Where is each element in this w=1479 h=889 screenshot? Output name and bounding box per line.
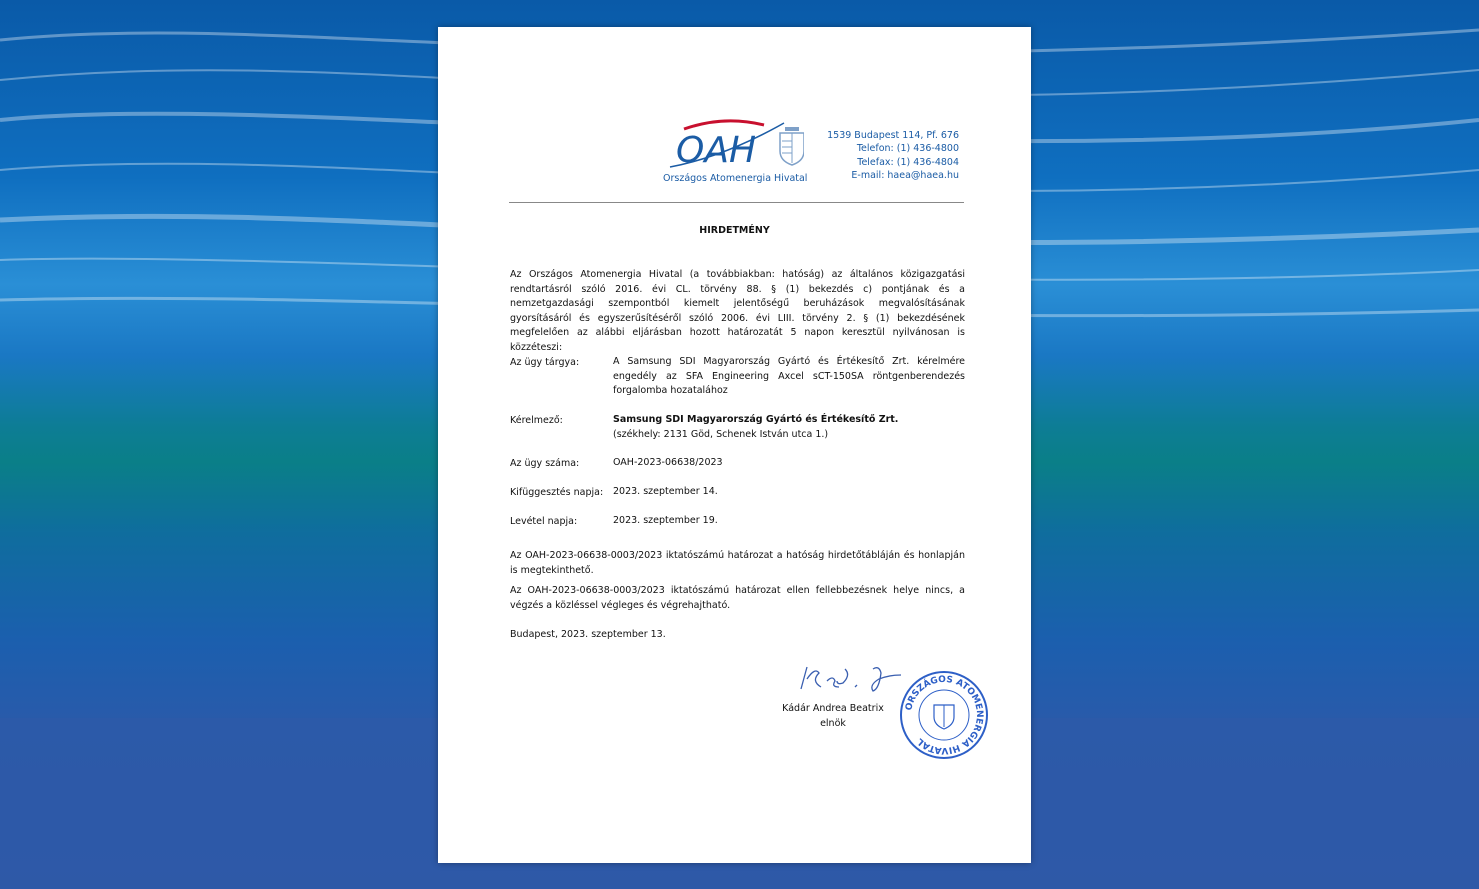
subject-label: Az ügy tárgya: [510, 357, 580, 368]
oah-logo-icon [664, 117, 804, 177]
applicant-label: Kérelmező: [510, 415, 563, 426]
org-name: Országos Atomenergia Hivatal [663, 173, 808, 184]
phone-line: Telefon: (1) 436-4800 [856, 143, 959, 155]
contact-block [827, 129, 959, 183]
subject-value: A Samsung SDI Magyarország Gyártó és Értékesítő Zrt. kérelmére engedély az SFA Engineering Axcel sCT-150SA röntgenberendezés forgalomba hozatalához [613, 356, 965, 397]
official-stamp-icon [898, 669, 990, 761]
address-line: 1539 Budapest 114, Pf. 676 [827, 130, 959, 141]
document-page [438, 27, 1031, 863]
intro-paragraph: Az Országos Atomenergia Hivatal (a továbbiakban: hatóság) az általános közigazgatási rendtartásról szóló 2016. évi CL. törvény 88. § (1) bekezdés c) pontjának és a nemzetgazdasági szempontból kiemelt jelentőségű beruházások megvalósításának gyorsításáról és egyszerűsítéséről szóló 2006. évi LIII. törvény 2. § (1) bekezdésének megfelelően az alábbi eljárásban hozott határozatát 5 napon keresztül nyilvánosan is közzéteszi: [510, 269, 965, 353]
signer-block [758, 701, 908, 731]
case-number-value: OAH-2023-06638/2023 [613, 457, 723, 468]
header-divider [509, 202, 964, 203]
signer-title: elnök [820, 718, 846, 729]
case-number-label: Az ügy száma: [510, 458, 580, 469]
signature-icon [793, 659, 903, 699]
logo-text: OAH [676, 130, 757, 171]
coat-of-arms-icon [780, 127, 804, 165]
applicant-name: Samsung SDI Magyarország Gyártó és Értékesítő Zrt. [613, 414, 899, 425]
stamp-text: ORSZÁGOS ATOMENERGIA HIVATAL [904, 674, 985, 756]
removal-date-label: Levétel napja: [510, 516, 578, 527]
appeal-paragraph: Az OAH-2023-06638-0003/2023 iktatószámú határozat ellen fellebbezésnek helye nincs, a végzés a közléssel végleges és végrehajtható. [510, 585, 965, 611]
signer-name: Kádár Andrea Beatrix [782, 703, 884, 714]
applicant-seat: (székhely: 2131 Göd, Schenek István utca 1.) [613, 429, 829, 440]
decision-paragraph: Az OAH-2023-06638-0003/2023 iktatószámú határozat a hatóság hirdetőtábláján és honlapján is megtekinthető. [510, 550, 965, 576]
posting-date-value: 2023. szeptember 14. [613, 486, 718, 497]
removal-date-value: 2023. szeptember 19. [613, 515, 718, 526]
document-title: HIRDETMÉNY [699, 225, 770, 236]
place-date: Budapest, 2023. szeptember 13. [510, 629, 666, 640]
email-line: E-mail: haea@haea.hu [851, 170, 959, 182]
posting-date-label: Kifüggesztés napja: [510, 487, 604, 498]
fax-line: Telefax: (1) 436-4804 [857, 156, 959, 168]
